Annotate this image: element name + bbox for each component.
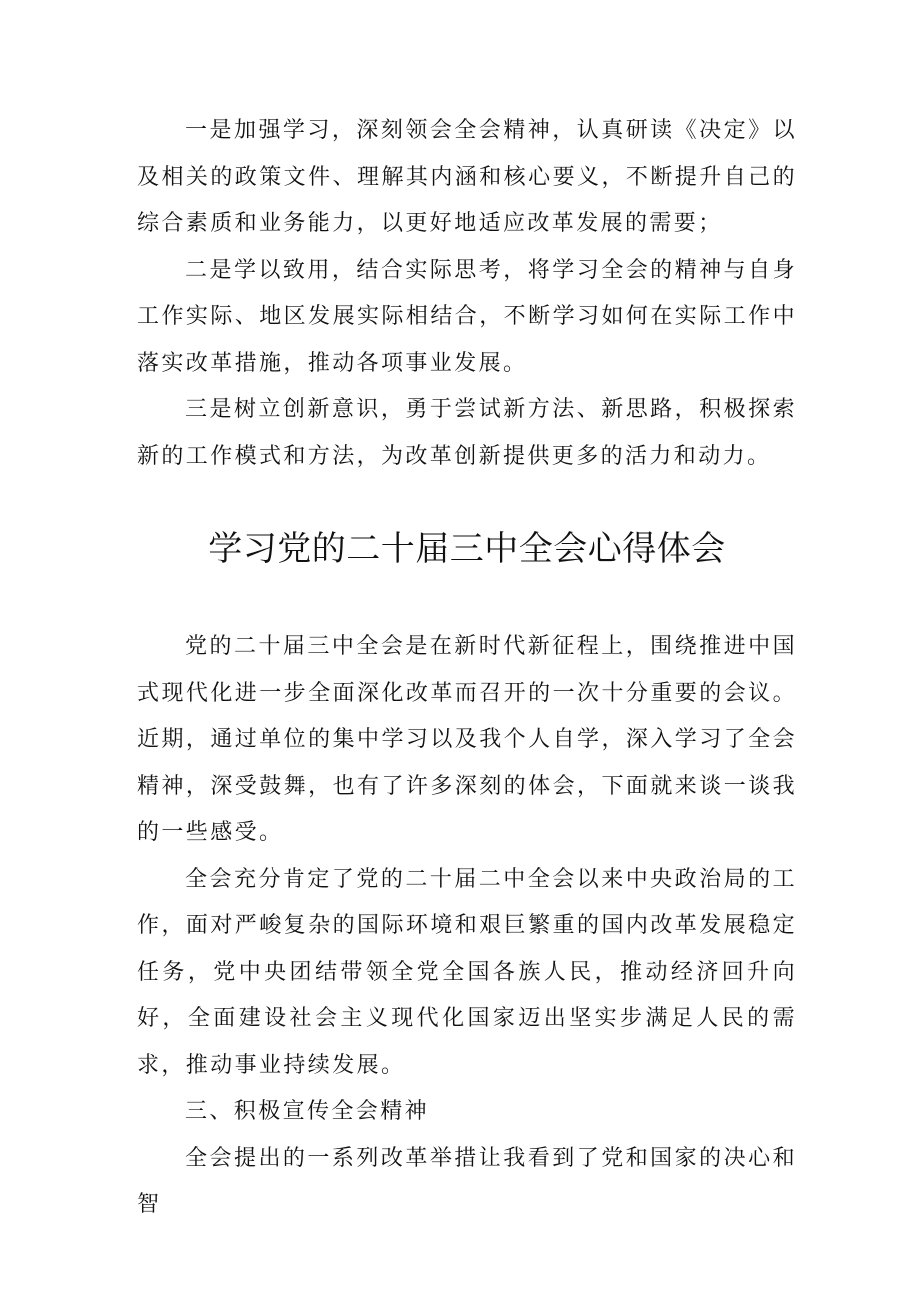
spacer <box>137 480 797 524</box>
section-heading-3: 三、积极宣传全会精神 <box>185 1099 430 1124</box>
spacer <box>137 574 797 624</box>
body-paragraph-2: 全会充分肯定了党的二十届二中全会以来中央政治局的工作，面对严峻复杂的国际环境和艰巨繁重的国内改革发展稳定任务，党中央团结带领全党全国各族人民，推动经济回升向好，全面建设社会主义现代化国家迈出坚实步满足人民的需求，推动事业持续发展。 <box>137 866 797 1078</box>
body-paragraph-4: 全会提出的一系列改革举措让我看到了党和国家的决心和智 <box>137 1145 797 1217</box>
intro-paragraph-1: 一是加强学习，深刻领会全会精神，认真研读《决定》以及相关的政策文件、理解其内涵和核心要义，不断提升自己的综合素质和业务能力，以更好地适应改革发展的需要； <box>137 118 797 236</box>
body-paragraph-1: 党的二十届三中全会是在新时代新征程上，围绕推进中国式现代化进一步全面深化改革而召开的一次十分重要的会议。近期，通过单位的集中学习以及我个人自学，深入学习了全会精神，深受鼓舞，也有了许多深刻的体会，下面就来谈一谈我的一些感受。 <box>137 634 797 845</box>
intro-paragraph-2: 二是学以致用，结合实际思考，将学习全会的精神与自身工作实际、地区发展实际相结合，不断学习如何在实际工作中落实改革措施，推动各项事业发展。 <box>137 257 797 376</box>
document-content <box>137 108 797 1229</box>
intro-paragraph-3: 三是树立创新意识，勇于尝试新方法、新思路，积极探索新的工作模式和方法，为改革创新提供更多的活力和动力。 <box>137 397 797 469</box>
document-title: 学习党的二十届三中全会心得体会 <box>208 529 726 569</box>
